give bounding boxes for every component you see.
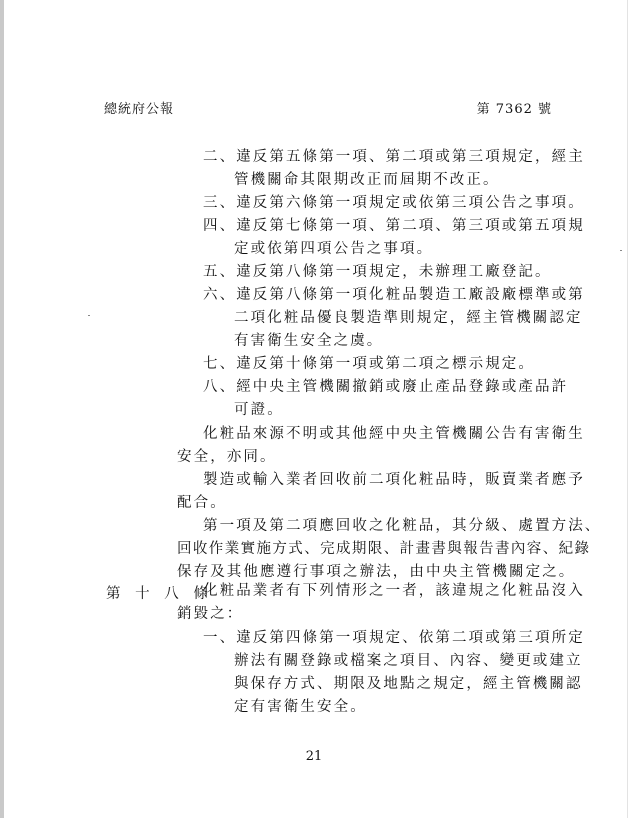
para-3-line-1: 製造或輸入業者回收前二項化粧品時，販賣業者應予 — [203, 472, 585, 488]
item-6-line-1: 六、違反第八條第一項化粧品製造工廠設廠標準或第 — [203, 287, 585, 303]
gazette-title: 總統府公報 — [104, 102, 175, 117]
article-18-line-1: 化粧品業者有下列情形之一者，該違規之化粧品沒入 — [203, 583, 585, 599]
para-3-line-2: 配合。 — [177, 495, 227, 511]
art18-item-1-line-1: 一、違反第四條第一項規定、依第二項或第三項所定 — [203, 630, 585, 646]
item-8-line-1: 八、經中央主管機關撤銷或廢止產品登錄或產品許 — [203, 379, 569, 395]
item-8-line-2: 可證。 — [234, 402, 284, 418]
item-5-line-1: 五、違反第八條第一項規定，未辦理工廠登記。 — [203, 264, 552, 280]
item-2-line-1: 二、違反第五條第一項、第二項或第三項規定，經主 — [203, 149, 585, 165]
page-left-edge — [0, 0, 4, 818]
para-4-line-2: 回收作業實施方式、完成期限、計畫書與報告書內容、紀錄 — [177, 541, 591, 557]
item-7-line-1: 七、違反第十條第一項或第二項之標示規定。 — [203, 356, 535, 372]
scan-speck — [88, 315, 90, 316]
para-4-line-1: 第一項及第二項應回收之化粧品，其分級、處置方法、 — [203, 518, 602, 534]
item-4-line-2: 定或依第四項公告之事項。 — [234, 241, 434, 257]
item-4-line-1: 四、違反第七條第一項、第二項、第三項或第五項規 — [203, 218, 585, 234]
page-number: 21 — [305, 749, 323, 764]
item-6-line-3: 有害衛生安全之虞。 — [234, 333, 384, 349]
issue-number: 第 7362 號 — [476, 102, 552, 117]
item-3-line-1: 三、違反第六條第一項規定或依第三項公告之事項。 — [203, 195, 585, 211]
item-6-line-2: 二項化粧品優良製造準則規定，經主管機關認定 — [234, 310, 583, 326]
scan-speck — [620, 250, 622, 251]
art18-item-1-line-4: 定有害衛生安全。 — [234, 699, 367, 715]
para-2-line-1: 化粧品來源不明或其他經中央主管機關公告有害衛生 — [203, 426, 585, 442]
para-4-line-3: 保存及其他應遵行事項之辦法，由中央主管機關定之。 — [177, 564, 576, 580]
article-18-label: 第 十 八 條 — [106, 586, 213, 602]
art18-item-1-line-2: 辦法有關登錄或檔案之項目、內容、變更或建立 — [234, 653, 583, 669]
art18-item-1-line-3: 與保存方式、期限及地點之規定，經主管機關認 — [234, 676, 583, 692]
article-18-line-2: 銷毀之： — [177, 606, 244, 622]
item-2-line-2: 管機關命其限期改正而屆期不改正。 — [234, 172, 500, 188]
para-2-line-2: 安全，亦同。 — [177, 449, 277, 465]
